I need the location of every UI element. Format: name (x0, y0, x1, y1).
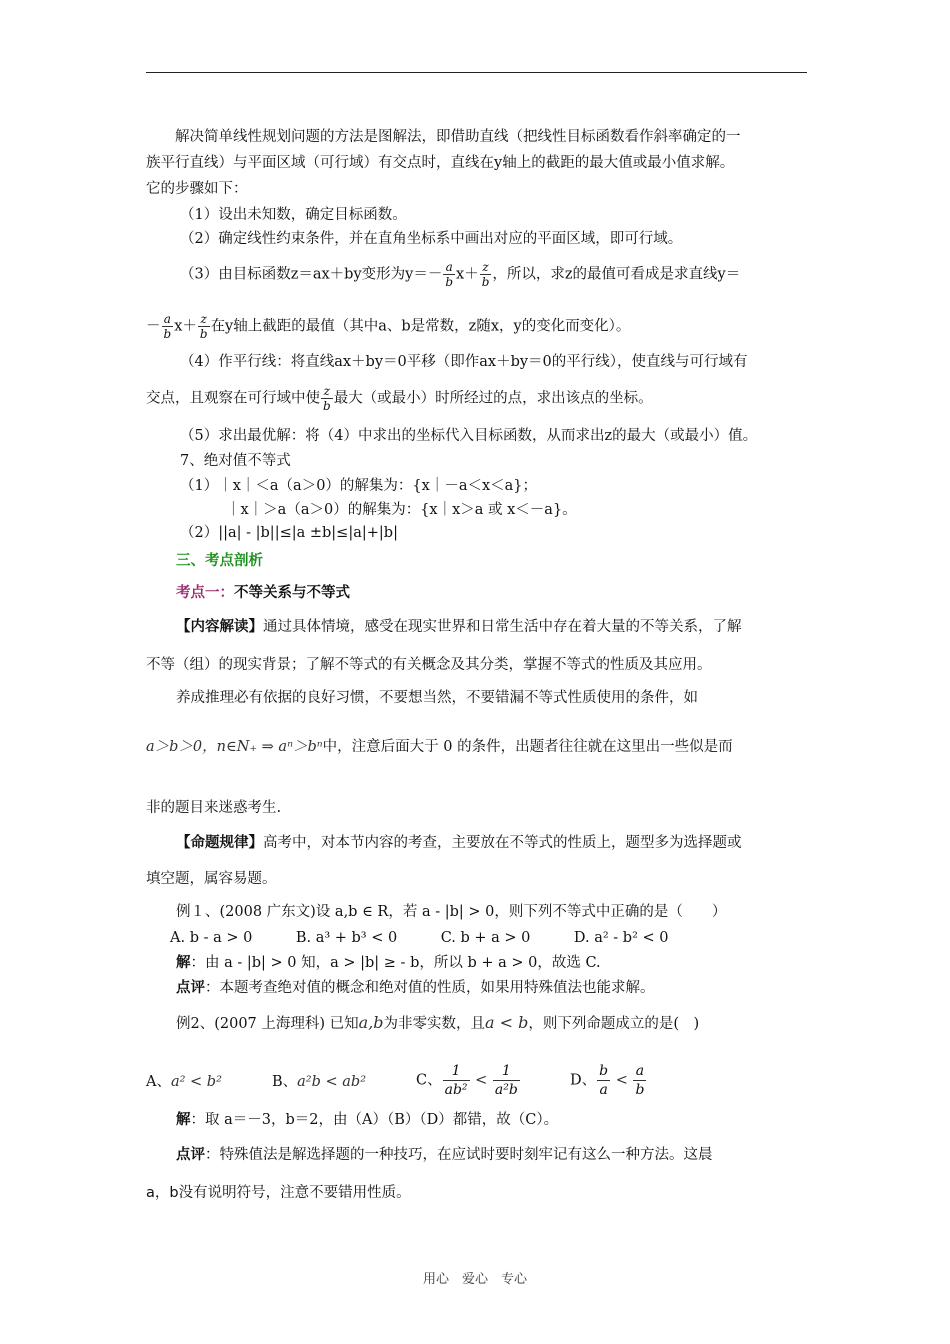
para-line: 解决简单线性规划问题的方法是图解法，即借助直线（把线性目标函数看作斜率确定的一 (175, 129, 741, 145)
example-2-solution: 解：取 a＝－3，b＝2，由（A）（B）（D）都错，故（C）。 (176, 1112, 559, 1128)
inequality-formula: a＞b＞0，n∈N₊ ⇒ aⁿ＞bⁿ (146, 739, 323, 755)
rule-line1: 【命题规律】高考中，对本节内容的考查，主要放在不等式的性质上，题型多为选择题或 (176, 835, 742, 851)
para-line: 族平行直线）与平面区域（可行域）有交点时，直线在y轴上的截距的最大值或最小值求解。 (146, 155, 735, 171)
page-footer: 用心 爱心 专心 (422, 1272, 527, 1287)
example-1-options: A. b - a > 0 B. a³ + b³ < 0 C. b + a > 0 D. a² - b² < 0 (170, 930, 669, 946)
step-5: （5）求出最优解：将（4）中求出的坐标代入目标函数，从而求出z的最大（或最小）值。 (180, 428, 758, 444)
step-4-line1: （4）作平行线：将直线ax＋by＝0平移（即作ax＋by＝0的平行线），使直线与可行域有 (180, 354, 748, 370)
example-1-comment: 点评：本题考查绝对值的概念和绝对值的性质，如果用特殊值法也能求解。 (176, 980, 655, 996)
example-1-solution: 解：由 a - |b| > 0 知，a > |b| ≥ - b，所以 b + a > 0，故选 C. (176, 955, 601, 971)
step-3-line1: （3）由目标函数z＝ax＋by变形为y＝－ $\frac{a}{b}$ x＋ $\frac{z}{b}$ ，所以，求z的最值可看成是求直线y＝ (180, 260, 741, 289)
fraction-z-over-b: $\frac{z}{b}$ (199, 312, 208, 341)
example-2-option-b: B、a²b < ab² (272, 1074, 367, 1090)
fraction-z-over-b: $\frac{z}{b}$ (323, 384, 331, 413)
content-reading-line1: 【内容解读】通过具体情境，感受在现实世界和日常生活中存在着大量的不等关系，了解 (176, 619, 742, 635)
fraction-z-over-b: $\frac{z}{b}$ (481, 260, 490, 289)
example-2-option-a: A、a² < b² (146, 1074, 222, 1090)
abs-ineq-2: ｜x｜＞a（a＞0）的解集为：{x｜x＞a 或 x＜－a}。 (226, 502, 577, 518)
example-2-comment-line2: a，b没有说明符号，注意不要错用性质。 (146, 1185, 411, 1201)
fraction-a-over-b: $\frac{a}{b}$ (163, 312, 172, 341)
content-reading-line5: 非的题目来迷惑考生. (146, 800, 282, 816)
content-reading-line4: a＞b＞0，n∈N₊ ⇒ aⁿ＞bⁿ中，注意后面大于 0 的条件，出题者往往就在这里出一些似是而 (146, 739, 733, 755)
example-2: 例2、(2007 上海理科) 已知a,b为非零实数，且a < b，则下列命题成立的是( ) (176, 1013, 700, 1032)
para-line: 它的步骤如下： (146, 181, 248, 197)
kaodian-1: 考点一：不等关系与不等式 (176, 585, 350, 601)
fraction-a-over-b: $\frac{a}{b}$ (445, 260, 454, 289)
example-1: 例１、(2008 广东文)设 a,b ∈ R，若 a - |b| > 0，则下列不等式中正确的是（ ） (176, 904, 727, 920)
step-2: （2）确定线性约束条件，并在直角坐标系中画出对应的平面区域，即可行域。 (180, 231, 683, 247)
content-reading-line3: 养成推理必有依据的良好习惯，不要想当然，不要错漏不等式性质使用的条件，如 (176, 690, 698, 706)
example-2-option-c: C、 $\frac{1}{\text{ab²}}$ < $\frac{1}{\text{a²b}}$ (416, 1063, 518, 1098)
content-reading-line2: 不等（组）的现实背景；了解不等式的有关概念及其分类，掌握不等式的性质及其应用。 (146, 657, 712, 673)
header-rule (146, 72, 807, 73)
section-7-title: 7、绝对值不等式 (180, 453, 291, 469)
step-3-line2: － $\frac{a}{b}$ x＋ $\frac{z}{b}$ 在y轴上截距的最值（其中a、b是常数，z随x，y的变化而变化）。 (146, 312, 631, 341)
abs-ineq-1: （1）｜x｜＜a（a＞0）的解集为：{x｜－a＜x＜a}； (180, 478, 538, 494)
section-heading: 三、考点剖析 (176, 553, 263, 569)
abs-ineq-3: （2）||a| - |b||≤|a ±b|≤|a|+|b| (180, 525, 398, 541)
rule-line2: 填空题，属容易题。 (146, 871, 277, 887)
example-2-option-d: D、 $\frac{b}{a}$ < $\frac{a}{b}$ (570, 1063, 645, 1098)
step-4-line2: 交点，且观察在可行域中使 $\frac{z}{b}$ 最大（或最小）时所经过的点，求出该点的坐标。 (146, 384, 653, 413)
step-1: （1）设出未知数，确定目标函数。 (180, 207, 407, 223)
example-2-comment-line1: 点评：特殊值法是解选择题的一种技巧，在应试时要时刻牢记有这么一种方法。这晨 (176, 1147, 713, 1163)
